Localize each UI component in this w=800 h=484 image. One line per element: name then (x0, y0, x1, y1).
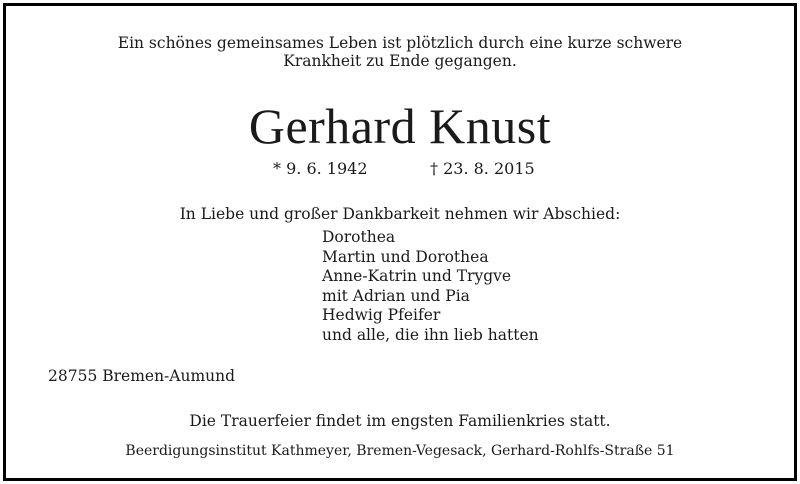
birth-date: * 9. 6. 1942 (273, 159, 368, 178)
death-date: † 23. 8. 2015 (430, 159, 535, 178)
list-item: und alle, die ihn lieb hatten (322, 325, 539, 344)
farewell-heading: In Liebe und großer Dankbarkeit nehmen wir Abschied: (179, 205, 621, 223)
intro-line-2: Krankheit zu Ende gegangen. (283, 52, 517, 70)
location: 28755 Bremen-Aumund (48, 367, 236, 385)
list-item: mit Adrian und Pia (322, 286, 470, 305)
deceased-name: Gerhard Knust (248, 98, 552, 154)
intro-line-1: Ein schönes gemeinsames Leben ist plötzlich durch eine kurze schwere (117, 34, 683, 52)
list-item: Dorothea (322, 228, 396, 246)
ceremony-note: Die Trauerfeier findet im engsten Familienkries statt. (189, 412, 611, 430)
list-item: Martin und Dorothea (322, 247, 489, 266)
list-item: Anne-Katrin und Trygve (322, 267, 512, 286)
list-item: Hedwig Pfeifer (322, 306, 441, 325)
undertaker-address: Beerdigungsinstitut Kathmeyer, Bremen-Vegesack, Gerhard-Rohlfs-Straße 51 (125, 443, 675, 459)
mourners-list (322, 228, 539, 346)
